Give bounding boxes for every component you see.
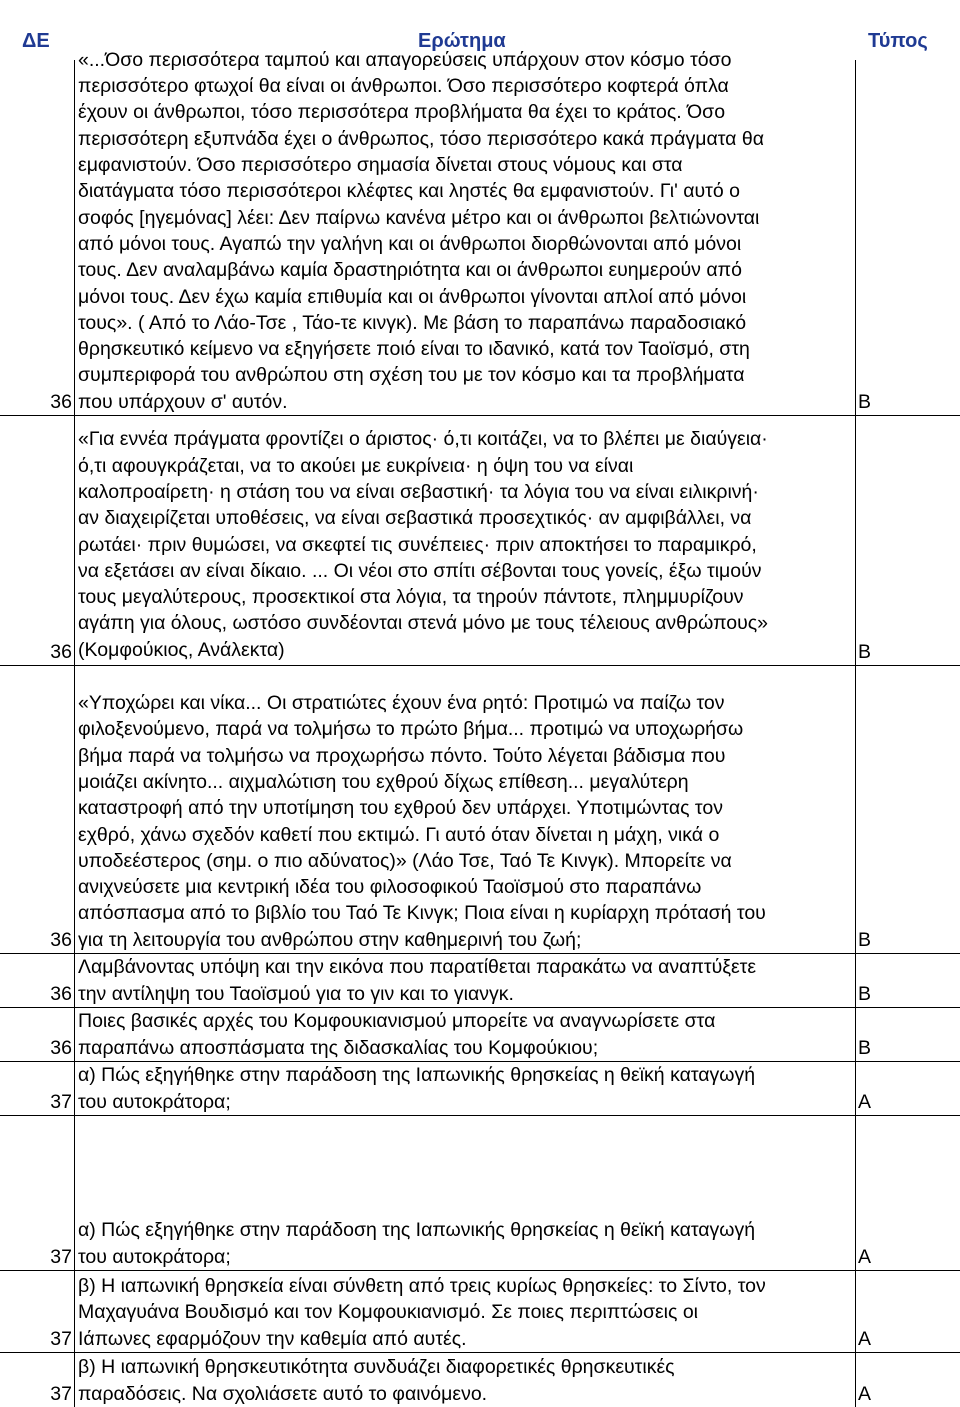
- table-row: [0, 1062, 960, 1116]
- type-cell: Β: [858, 390, 872, 413]
- header-type: Τύπος: [868, 30, 928, 52]
- de-cell: 36: [50, 640, 72, 663]
- type-cell: Α: [858, 1245, 872, 1268]
- question-cell: «Για εννέα πράγματα φροντίζει ο άριστος· ό,τι κοιτάζει, να το βλέπει με διαύγεια· ό,τι αφουγκράζεται, να το ακούει με ευκρίνεια· η όψη του να είναι καλοπροαίρετη· η στάση του να είναι σεβαστική· τα λόγια του να είναι ειλικρινή· αν διαχειρίζεται υποθέσεις, να είναι σεβαστικά προσεχτικός· αν αμφιβάλλει, να ρωτάει· πριν θυμώσει, να σκεφτεί τις συνέπειες· πριν αποκτήσει το παραμικρό, να εξετάσει αν είναι δίκαιο. ... Οι νέοι στο σπίτι σέβονται τους γονείς, έξω τιμούν τους μεγαλύτερους, προσεκτικοί στα λόγια, τα τηρούν πάντοτε, πλημμυρίζουν αγάπη για όλους, ωστόσο συνδέονται στενά μόνο με τους τέλειους ανθρώπους» (Κομφούκιος, Ανάλεκτα): [78, 428, 769, 661]
- type-cell: Α: [858, 1382, 872, 1405]
- type-cell: Β: [858, 1036, 872, 1059]
- type-cell: Β: [858, 640, 872, 663]
- type-cell: Β: [858, 928, 872, 951]
- table-row: [0, 416, 960, 666]
- question-cell: Ποιες βασικές αρχές του Κομφουκιανισμού μπορείτε να αναγνωρίσετε στα παραπάνω αποσπάσματα της διδασκαλίας του Κομφούκιου;: [78, 1010, 716, 1059]
- questions-table: [0, 48, 960, 1407]
- question-cell: Λαμβάνοντας υπόψη και την εικόνα που παρατίθεται παρακάτω να αναπτύξετε την αντίληψη του Ταοϊσμού για το γιν και το γιανγκ.: [78, 956, 757, 1005]
- de-cell: 36: [50, 982, 72, 1005]
- header-question: Ερώτημα: [418, 30, 506, 52]
- table-row: [0, 48, 960, 416]
- type-cell: Β: [858, 982, 872, 1005]
- table-row: [0, 1271, 960, 1353]
- question-cell: «Υποχώρει και νίκα... Οι στρατιώτες έχουν ένα ρητό: Προτιμώ να παίζω τον φιλοξενούμενο, παρά να τολμήσω το πρώτο βήμα... προτιμώ να υποχωρήσω βήμα παρά να τολμήσω να προχωρήσω πόντο. Τούτο λέγεται βάδισμα που μοιάζει ακίνητο... αιχμαλώτιση του εχθρού δίχως επίθεση... μεγαλύτερη καταστροφή από την υποτίμηση του εχθρού δεν υπάρχει. Υποτιμώντας τον εχθρό, χάνω σχεδόν καθετί που εκτιμώ. Γι αυτό όταν δίνεται η μάχη, νικά ο υποδεέστερος (σημ. ο πιο αδύνατος)» (Λάο Τσε, Ταό Τε Κινγκ). Μπορείτε να ανιχνεύσετε μια κεντρική ιδέα του φιλοσοφικού Ταοϊσμού στο παραπάνω απόσπασμα από το βιβλίο του Ταό Τε Κινγκ; Ποια είναι η κυρίαρχη πρότασή του για τη λειτουργία του ανθρώπου στην καθημερινή του ζωή;: [78, 692, 766, 951]
- type-cell: Α: [858, 1090, 872, 1113]
- de-cell: 36: [50, 390, 72, 413]
- table-row: [0, 1116, 960, 1271]
- table-row: [0, 666, 960, 954]
- de-cell: 37: [50, 1245, 72, 1268]
- question-cell: α) Πώς εξηγήθηκε στην παράδοση της Ιαπωνικής θρησκείας η θεϊκή καταγωγή του αυτοκράτορα;: [78, 1219, 756, 1268]
- table-row: [0, 1353, 960, 1407]
- type-cell: Α: [858, 1327, 872, 1350]
- de-cell: 37: [50, 1327, 72, 1350]
- question-cell: α) Πώς εξηγήθηκε στην παράδοση της Ιαπωνικής θρησκείας η θεϊκή καταγωγή του αυτοκράτορα;: [78, 1064, 756, 1113]
- table-row: [0, 1008, 960, 1062]
- question-cell: β) Η ιαπωνική θρησκευτικότητα συνδυάζει διαφορετικές θρησκευτικές παραδόσεις. Να σχολιάσετε αυτό το φαινόμενο.: [78, 1356, 675, 1405]
- de-cell: 37: [50, 1382, 72, 1405]
- question-cell: «...Όσο περισσότερα ταμπού και απαγορεύσεις υπάρχουν στον κόσμο τόσο περισσότερο φτωχοί θα είναι οι άνθρωποι. Όσο περισσότερο κοφτερά όπλα έχουν οι άνθρωποι, τόσο περισσότερα προβλήματα θα έχει το κράτος. Όσο περισσότερη εξυπνάδα έχει ο άνθρωπος, τόσο περισσότερο κακά πράγματα θα εμφανιστούν. Όσο περισσότερο σημασία δίνεται στους νόμους και στα διατάγματα τόσο περισσότεροι κλέφτες και ληστές θα εμφανιστούν. Γι' αυτό ο σοφός [ηγεμόνας] λέει: Δεν παίρνω κανένα μέτρο και οι άνθρωποι βελτιώνονται από μόνοι τους. Αγαπώ την γαλήνη και οι άνθρωποι διορθώνονται από μόνοι τους. Δεν αναλαμβάνω καμία δραστηριότητα και οι άνθρωποι ευημερούν από μόνοι τους. Δεν έχω καμία επιθυμία και οι άνθρωποι γίνονται απλοί από μόνοι τους». ( Από το Λάο-Τσε , Τάο-τε κινγκ). Με βάση το παραπάνω παραδοσιακό θρησκευτικό κείμενο να εξηγήσετε ποιό είναι το ιδανικό, κατά τον Ταοϊσμό, στη συμπεριφορά του ανθρώπου στη σχέση του με τον κόσμο και τα προβλήματα που υπάρχουν σ' αυτόν.: [78, 48, 764, 413]
- header-de: ΔΕ: [22, 30, 50, 52]
- table-row: [0, 954, 960, 1008]
- de-cell: 36: [50, 928, 72, 951]
- question-cell: β) Η ιαπωνική θρησκεία είναι σύνθετη από τρεις κυρίως θρησκείες: το Σίντο, τον Μαχαγυάνα Βουδισμό και τον Κομφουκιανισμό. Σε ποιες περιπτώσεις οι Ιάπωνες εφαρμόζουν την καθεμία από αυτές.: [78, 1275, 766, 1350]
- de-cell: 36: [50, 1036, 72, 1059]
- de-cell: 37: [50, 1090, 72, 1113]
